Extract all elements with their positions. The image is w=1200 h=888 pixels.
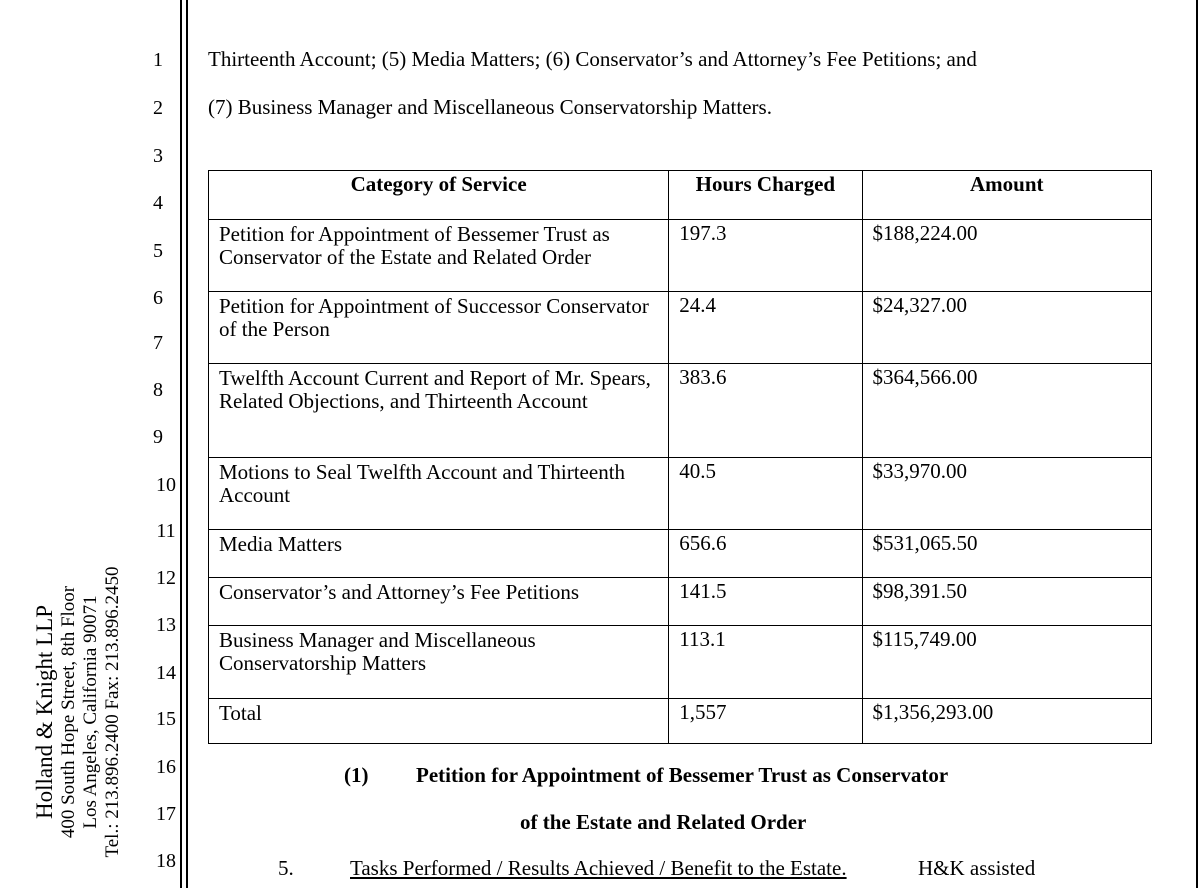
row-category: Business Manager and Miscellaneous Conservatorship Matters <box>209 626 669 699</box>
line-number: 1 <box>153 49 163 71</box>
row-hours: 197.3 <box>669 220 862 292</box>
row-category: Conservator’s and Attorney’s Fee Petitions <box>209 578 669 626</box>
row-amount: $33,970.00 <box>862 458 1151 530</box>
firm-letterhead <box>32 566 124 857</box>
line-number: 14 <box>156 662 176 684</box>
row-amount: $531,065.50 <box>862 530 1151 578</box>
line-number: 16 <box>156 756 176 778</box>
line-number: 5 <box>153 240 163 262</box>
line-number: 13 <box>156 614 176 636</box>
row-amount: $24,327.00 <box>862 292 1151 364</box>
header-hours: Hours Charged <box>669 171 862 220</box>
row-hours: 113.1 <box>669 626 862 699</box>
paragraph-text: H&K assisted <box>918 856 1036 880</box>
line-number: 3 <box>153 145 163 167</box>
row-category: Motions to Seal Twelfth Account and Thirteenth Account <box>209 458 669 530</box>
table-row <box>209 364 1152 458</box>
line-number: 7 <box>153 332 163 354</box>
section-heading-line2: of the Estate and Related Order <box>520 810 807 834</box>
left-margin-rule-inner <box>186 0 188 888</box>
paragraph-line-2: (7) Business Manager and Miscellaneous Conservatorship Matters. <box>208 95 772 119</box>
row-category: Media Matters <box>209 530 669 578</box>
header-category: Category of Service <box>209 171 669 220</box>
table-row <box>209 220 1152 292</box>
section-number: (1) <box>344 763 369 787</box>
section-heading-line1: Petition for Appointment of Bessemer Trust as Conservator <box>416 763 949 787</box>
row-amount: $188,224.00 <box>862 220 1151 292</box>
table-row <box>209 458 1152 530</box>
row-category: Petition for Appointment of Bessemer Trust as Conservator of the Estate and Related Order <box>209 220 669 292</box>
line-number: 4 <box>153 192 163 214</box>
line-number: 15 <box>156 708 176 730</box>
row-category: Petition for Appointment of Successor Conservator of the Person <box>209 292 669 364</box>
row-hours: 40.5 <box>669 458 862 530</box>
total-amount: $1,356,293.00 <box>862 699 1151 744</box>
line-number: 8 <box>153 379 163 401</box>
line-number: 12 <box>156 567 176 589</box>
firm-address-line1: 400 South Hope Street, 8th Floor <box>58 585 79 839</box>
row-hours: 24.4 <box>669 292 862 364</box>
table-header-row <box>209 171 1152 220</box>
header-amount: Amount <box>862 171 1151 220</box>
right-margin-rule <box>1196 0 1198 888</box>
left-margin-rule <box>180 0 182 888</box>
line-number: 18 <box>156 850 176 872</box>
table-row <box>209 578 1152 626</box>
paragraph-underlined-title: Tasks Performed / Results Achieved / Benefit to the Estate. <box>350 856 847 880</box>
row-category: Twelfth Account Current and Report of Mr. Spears, Related Objections, and Thirteenth Account <box>209 364 669 458</box>
row-amount: $115,749.00 <box>862 626 1151 699</box>
row-amount: $98,391.50 <box>862 578 1151 626</box>
firm-name: Holland & Knight LLP <box>32 604 57 820</box>
fee-summary-table <box>208 170 1152 744</box>
table-row <box>209 530 1152 578</box>
line-number: 9 <box>153 426 163 448</box>
table-row <box>209 292 1152 364</box>
table-row <box>209 626 1152 699</box>
line-number: 17 <box>156 803 176 825</box>
table-total-row <box>209 699 1152 744</box>
row-hours: 656.6 <box>669 530 862 578</box>
line-number: 11 <box>156 520 176 542</box>
row-hours: 383.6 <box>669 364 862 458</box>
line-number: 2 <box>153 97 163 119</box>
paragraph-line-1: Thirteenth Account; (5) Media Matters; (6) Conservator’s and Attorney’s Fee Petitions; and <box>208 47 977 71</box>
row-amount: $364,566.00 <box>862 364 1151 458</box>
firm-phone-fax: Tel.: 213.896.2400 Fax: 213.896.2450 <box>102 566 123 858</box>
paragraph-number: 5. <box>278 856 294 880</box>
row-hours: 141.5 <box>669 578 862 626</box>
total-hours: 1,557 <box>669 699 862 744</box>
line-number: 6 <box>153 287 163 309</box>
firm-address-line2: Los Angeles, California 90071 <box>80 595 101 829</box>
line-number: 10 <box>156 474 176 496</box>
total-label: Total <box>209 699 669 744</box>
